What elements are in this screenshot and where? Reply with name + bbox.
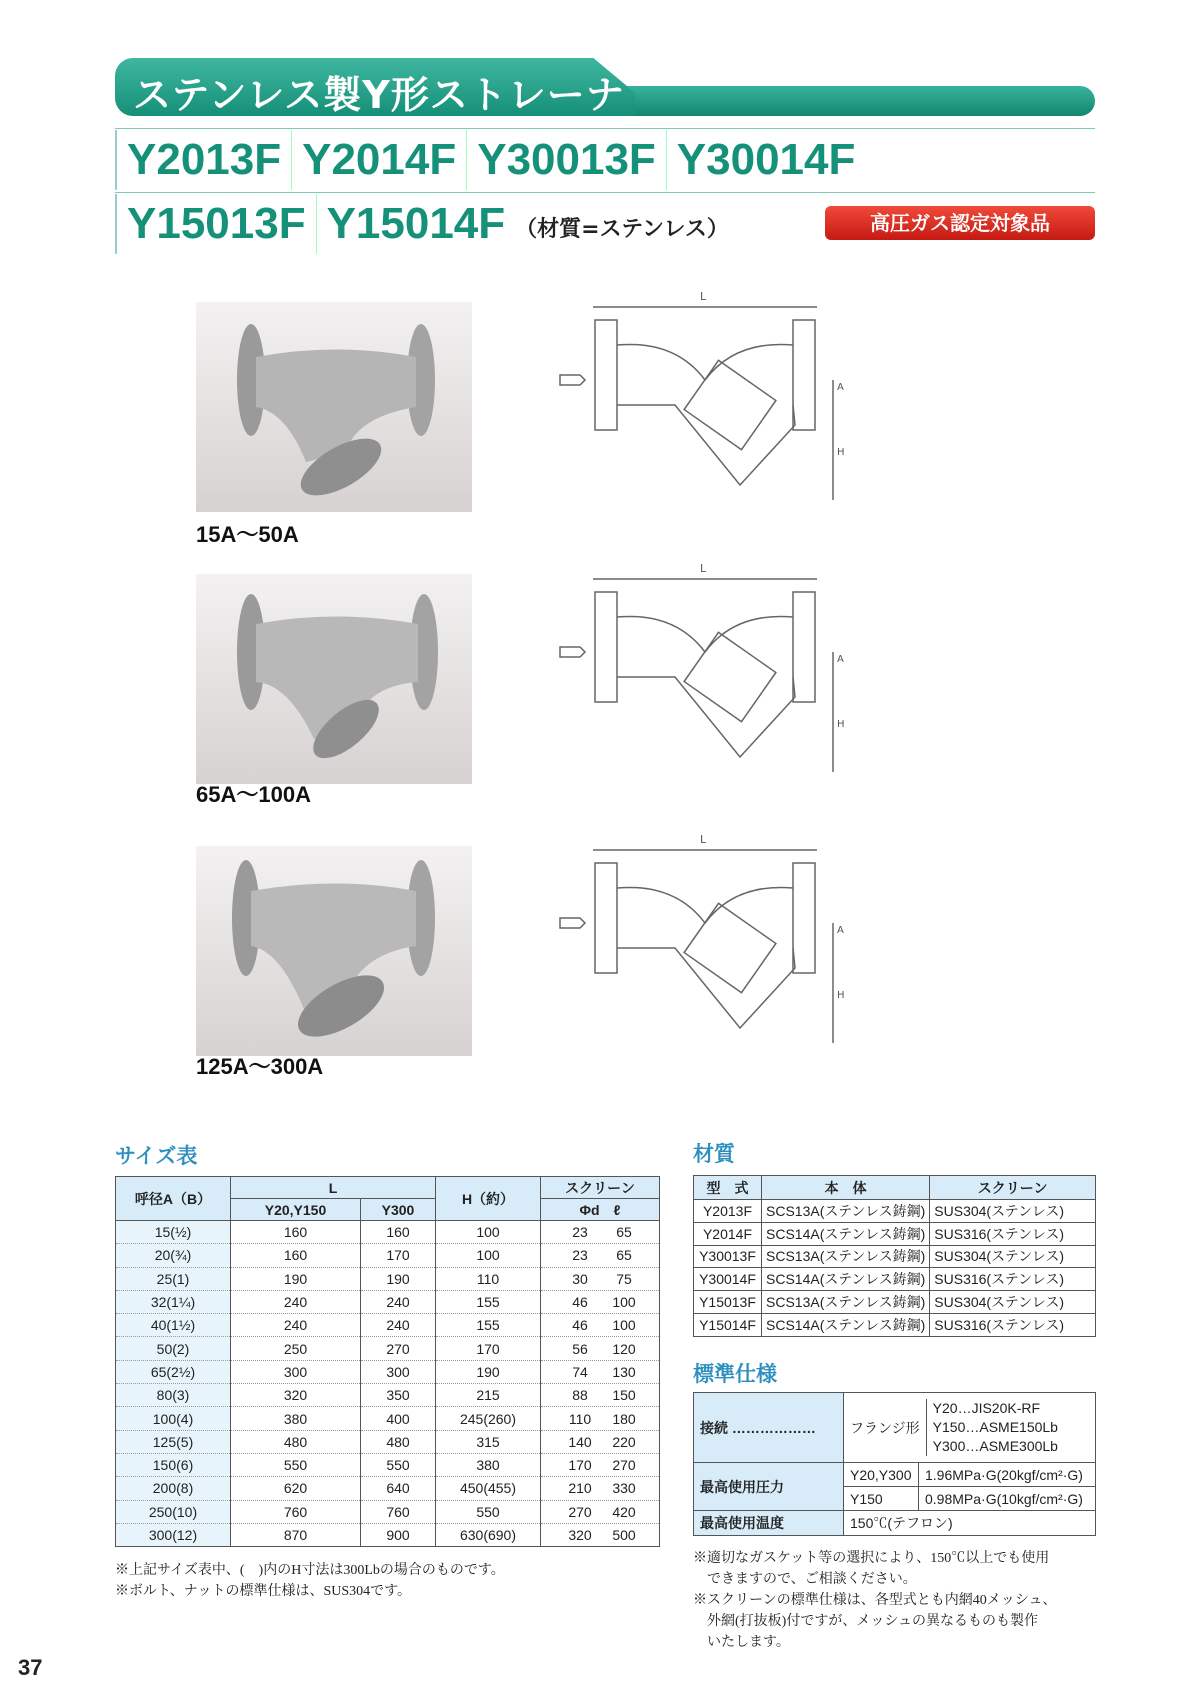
size-range-label: 65A～100A — [196, 782, 311, 807]
cell-screen: SUS316(ステンレス) — [930, 1313, 1096, 1336]
cell-screen-d: 210 — [568, 1480, 592, 1497]
cell-nominal: 32(1¼) — [116, 1290, 231, 1313]
cell-screen — [541, 1360, 660, 1383]
cell-body: SCS14A(ステンレス鋳鋼) — [762, 1268, 930, 1291]
cell-l1: 380 — [231, 1407, 361, 1430]
table-row — [694, 1268, 1096, 1291]
cell-model: Y30013F — [694, 1245, 762, 1268]
cell-l2: 160 — [361, 1221, 436, 1244]
col-l-sub2: Y300 — [361, 1199, 436, 1221]
size-range-label: 125A～300A — [196, 1054, 324, 1079]
footnote: 外網(打抜板)付ですが、メッシュの異なるものも製作 — [693, 1614, 1039, 1629]
footnote: できますので、ご相談ください。 — [693, 1572, 917, 1587]
cell-screen-l: 100 — [612, 1294, 636, 1311]
spec-heading: 標準仕様 — [693, 1362, 777, 1386]
cell-nominal: 25(1) — [116, 1267, 231, 1290]
cell-screen-l: 150 — [612, 1387, 636, 1404]
cell-screen — [541, 1453, 660, 1476]
cell-h: 100 — [436, 1244, 541, 1267]
table-row — [116, 1453, 660, 1476]
table-row — [116, 1477, 660, 1500]
model-code: Y15013F — [115, 194, 316, 254]
material-table — [693, 1175, 1096, 1337]
cell-l2: 240 — [361, 1314, 436, 1337]
cell-nominal: 80(3) — [116, 1384, 231, 1407]
table-row — [694, 1222, 1096, 1245]
cell-l2: 350 — [361, 1384, 436, 1407]
spec-table — [693, 1392, 1096, 1536]
col-l: L — [231, 1177, 436, 1199]
cell-nominal: 15(½) — [116, 1221, 231, 1244]
cell-l1: 250 — [231, 1337, 361, 1360]
page-number: 37 — [18, 1655, 43, 1680]
certification-badge: 高圧ガス認定対象品 — [825, 206, 1095, 240]
cell-nominal: 200(8) — [116, 1477, 231, 1500]
cell-screen: SUS304(ステンレス) — [930, 1200, 1096, 1223]
page-title: ステンレス製Y形ストレーナ — [133, 73, 625, 117]
connection-standard: Y300…ASME300Lb — [932, 1438, 1058, 1454]
cell-l2: 270 — [361, 1337, 436, 1360]
footnote: ※ボルト、ナットの標準仕様は、SUS304です。 — [115, 1584, 412, 1599]
cell-nominal: 250(10) — [116, 1500, 231, 1523]
model-code: Y2014F — [291, 130, 466, 190]
cell-body: SCS14A(ステンレス鋳鋼) — [762, 1313, 930, 1336]
model-line-1 — [115, 128, 1095, 190]
cell-screen-d: 110 — [568, 1410, 592, 1427]
temperature-label: 最高使用温度 — [694, 1511, 844, 1536]
cell-screen-l: 65 — [616, 1224, 632, 1241]
cell-h: 190 — [436, 1360, 541, 1383]
cell-l2: 760 — [361, 1500, 436, 1523]
cell-screen — [541, 1314, 660, 1337]
col-screen-sub: Φd ℓ — [541, 1199, 660, 1221]
strainer-photo-icon — [196, 302, 472, 512]
product-photo-small — [196, 302, 472, 512]
cell-screen-l: 270 — [612, 1457, 636, 1474]
cell-h: 380 — [436, 1453, 541, 1476]
col-screen: スクリーン — [541, 1177, 660, 1199]
cell-screen-d: 46 — [572, 1294, 588, 1311]
cell-screen-l: 220 — [612, 1433, 636, 1450]
table-row — [116, 1430, 660, 1453]
cell-nominal: 125(5) — [116, 1430, 231, 1453]
table-row — [116, 1244, 660, 1267]
cell-screen-d: 46 — [572, 1317, 588, 1334]
cell-screen — [541, 1267, 660, 1290]
footnote: ※適切なガスケット等の選択により、150℃以上でも使用 — [693, 1551, 1050, 1566]
cell-l2: 550 — [361, 1453, 436, 1476]
strainer-photo-icon — [196, 574, 472, 784]
cell-l2: 400 — [361, 1407, 436, 1430]
size-table-heading: サイズ表 — [115, 1144, 198, 1168]
cell-screen-l: 130 — [612, 1363, 636, 1380]
model-code: Y30014F — [666, 130, 866, 190]
cell-l2: 900 — [361, 1523, 436, 1546]
cell-screen-d: 74 — [572, 1363, 588, 1380]
cell-screen — [541, 1500, 660, 1523]
col-screen-material: スクリーン — [930, 1176, 1096, 1200]
cell-model: Y2014F — [694, 1222, 762, 1245]
cell-l1: 760 — [231, 1500, 361, 1523]
cell-l1: 870 — [231, 1523, 361, 1546]
dimension-drawing-small — [555, 285, 865, 525]
cell-h: 155 — [436, 1290, 541, 1313]
cell-l1: 190 — [231, 1267, 361, 1290]
table-row — [116, 1314, 660, 1337]
connection-type: フランジ形 — [850, 1419, 920, 1436]
cell-body: SCS14A(ステンレス鋳鋼) — [762, 1222, 930, 1245]
cell-screen-d: 56 — [572, 1340, 588, 1357]
cell-screen — [541, 1523, 660, 1546]
table-row — [116, 1407, 660, 1430]
dim-label-a: A — [837, 654, 844, 665]
col-h: H（約） — [436, 1177, 541, 1221]
cell-screen — [541, 1221, 660, 1244]
title-bar — [595, 86, 1095, 116]
model-code: Y2013F — [115, 130, 291, 190]
cell-body: SCS13A(ステンレス鋳鋼) — [762, 1291, 930, 1314]
cell-nominal: 40(1½) — [116, 1314, 231, 1337]
pressure-value: 1.96MPa·G(20kgf/cm²·G) — [919, 1463, 1096, 1487]
model-code: Y30013F — [466, 130, 666, 190]
table-row — [116, 1290, 660, 1313]
cell-screen-l: 75 — [616, 1270, 632, 1287]
strainer-photo-icon — [196, 846, 472, 1056]
cell-nominal: 300(12) — [116, 1523, 231, 1546]
pressure-model: Y20,Y300 — [844, 1463, 919, 1487]
cell-screen-l: 420 — [612, 1503, 636, 1520]
cell-l1: 480 — [231, 1430, 361, 1453]
connection-standard: Y20…JIS20K-RF — [932, 1400, 1041, 1416]
cell-h: 215 — [436, 1384, 541, 1407]
footnote: いたします。 — [693, 1635, 790, 1650]
cell-model: Y15013F — [694, 1291, 762, 1314]
cell-screen — [541, 1244, 660, 1267]
cell-h: 630(690) — [436, 1523, 541, 1546]
cell-screen — [541, 1384, 660, 1407]
cell-h: 170 — [436, 1337, 541, 1360]
cell-screen-d: 320 — [568, 1527, 592, 1543]
cell-l1: 240 — [231, 1290, 361, 1313]
cell-l1: 620 — [231, 1477, 361, 1500]
col-body: 本 体 — [762, 1176, 930, 1200]
cell-screen-l: 100 — [612, 1317, 636, 1334]
dim-label-a: A — [837, 382, 844, 393]
dim-label-l: L — [700, 290, 707, 303]
pressure-label: 最高使用圧力 — [694, 1463, 844, 1511]
cell-screen-d: 270 — [568, 1503, 592, 1520]
cell-l1: 240 — [231, 1314, 361, 1337]
table-row — [694, 1245, 1096, 1268]
connection-value — [844, 1393, 1096, 1463]
cell-h: 110 — [436, 1267, 541, 1290]
cell-l1: 160 — [231, 1244, 361, 1267]
product-photo-large — [196, 846, 472, 1056]
size-footnotes — [115, 1560, 505, 1602]
cell-screen: SUS316(ステンレス) — [930, 1268, 1096, 1291]
cell-h: 155 — [436, 1314, 541, 1337]
col-l-sub1: Y20,Y150 — [231, 1199, 361, 1221]
material-heading: 材質 — [693, 1142, 735, 1166]
table-row — [116, 1500, 660, 1523]
dim-label-l: L — [700, 562, 707, 575]
cell-screen — [541, 1477, 660, 1500]
table-row — [694, 1291, 1096, 1314]
dim-label-h: H — [837, 990, 845, 1001]
table-row — [694, 1313, 1096, 1336]
dim-label-h: H — [837, 719, 845, 730]
cell-l2: 240 — [361, 1290, 436, 1313]
cell-model: Y15014F — [694, 1313, 762, 1336]
cell-screen-l: 120 — [612, 1340, 636, 1357]
cell-model: Y2013F — [694, 1200, 762, 1223]
size-table — [115, 1176, 660, 1547]
cell-nominal: 150(6) — [116, 1453, 231, 1476]
cell-nominal: 65(2½) — [116, 1360, 231, 1383]
cell-l2: 300 — [361, 1360, 436, 1383]
cell-screen-l: 180 — [612, 1410, 636, 1427]
dim-label-a: A — [837, 925, 844, 936]
footnote: ※上記サイズ表中、( )内のH寸法は300Lbの場合のものです。 — [115, 1563, 505, 1578]
cell-body: SCS13A(ステンレス鋳鋼) — [762, 1200, 930, 1223]
cell-screen-d: 23 — [572, 1224, 588, 1241]
cell-h: 315 — [436, 1430, 541, 1453]
table-row — [116, 1384, 660, 1407]
title-banner — [115, 58, 1095, 116]
cell-screen-d: 140 — [568, 1433, 592, 1450]
cell-h: 550 — [436, 1500, 541, 1523]
table-row — [116, 1337, 660, 1360]
cell-screen: SUS316(ステンレス) — [930, 1222, 1096, 1245]
cell-h: 450(455) — [436, 1477, 541, 1500]
cell-l1: 300 — [231, 1360, 361, 1383]
cell-h: 245(260) — [436, 1407, 541, 1430]
connection-standard: Y150…ASME150Lb — [932, 1419, 1058, 1435]
cell-nominal: 20(¾) — [116, 1244, 231, 1267]
cell-screen-d: 23 — [572, 1247, 588, 1264]
col-model: 型 式 — [694, 1176, 762, 1200]
cell-nominal: 100(4) — [116, 1407, 231, 1430]
footnote: ※スクリーンの標準仕様は、各型式とも内網40メッシュ、 — [693, 1593, 1057, 1608]
material-note: （材質=ステンレス） — [515, 217, 729, 242]
table-row — [694, 1200, 1096, 1223]
cell-screen — [541, 1430, 660, 1453]
dim-label-h: H — [837, 447, 845, 458]
model-code: Y15014F — [316, 194, 516, 254]
size-range-label: 15A～50A — [196, 522, 299, 547]
table-row — [116, 1267, 660, 1290]
cell-l1: 160 — [231, 1221, 361, 1244]
product-photo-medium — [196, 574, 472, 784]
cell-body: SCS13A(ステンレス鋳鋼) — [762, 1245, 930, 1268]
cell-screen-l: 500 — [612, 1527, 636, 1543]
table-row — [116, 1221, 660, 1244]
cell-l1: 550 — [231, 1453, 361, 1476]
table-row — [116, 1523, 660, 1546]
cell-screen-l: 330 — [612, 1480, 636, 1497]
cell-screen-d: 88 — [572, 1387, 588, 1404]
cell-l1: 320 — [231, 1384, 361, 1407]
pressure-value: 0.98MPa·G(10kgf/cm²·G) — [919, 1487, 1096, 1511]
spec-footnotes — [693, 1548, 1056, 1653]
connection-label: 接続 ……………… — [694, 1393, 844, 1463]
cell-screen-d: 30 — [572, 1270, 588, 1287]
cell-screen: SUS304(ステンレス) — [930, 1291, 1096, 1314]
cell-screen — [541, 1290, 660, 1313]
cell-l2: 480 — [361, 1430, 436, 1453]
table-row — [116, 1360, 660, 1383]
pressure-model: Y150 — [844, 1487, 919, 1511]
cell-screen — [541, 1337, 660, 1360]
cell-l2: 170 — [361, 1244, 436, 1267]
dim-label-l: L — [700, 833, 707, 846]
cell-screen — [541, 1407, 660, 1430]
cell-screen-d: 170 — [568, 1457, 592, 1474]
cell-nominal: 50(2) — [116, 1337, 231, 1360]
cell-l2: 190 — [361, 1267, 436, 1290]
dimension-drawing-medium — [555, 557, 865, 797]
dimension-drawing-large — [555, 828, 865, 1068]
model-list — [115, 128, 1095, 254]
cell-screen-l: 65 — [616, 1247, 632, 1264]
cell-h: 100 — [436, 1221, 541, 1244]
col-nominal: 呼径A（B） — [116, 1177, 231, 1221]
cell-model: Y30014F — [694, 1268, 762, 1291]
cell-l2: 640 — [361, 1477, 436, 1500]
cell-screen: SUS304(ステンレス) — [930, 1245, 1096, 1268]
temperature-value: 150℃(テフロン) — [844, 1511, 1096, 1536]
